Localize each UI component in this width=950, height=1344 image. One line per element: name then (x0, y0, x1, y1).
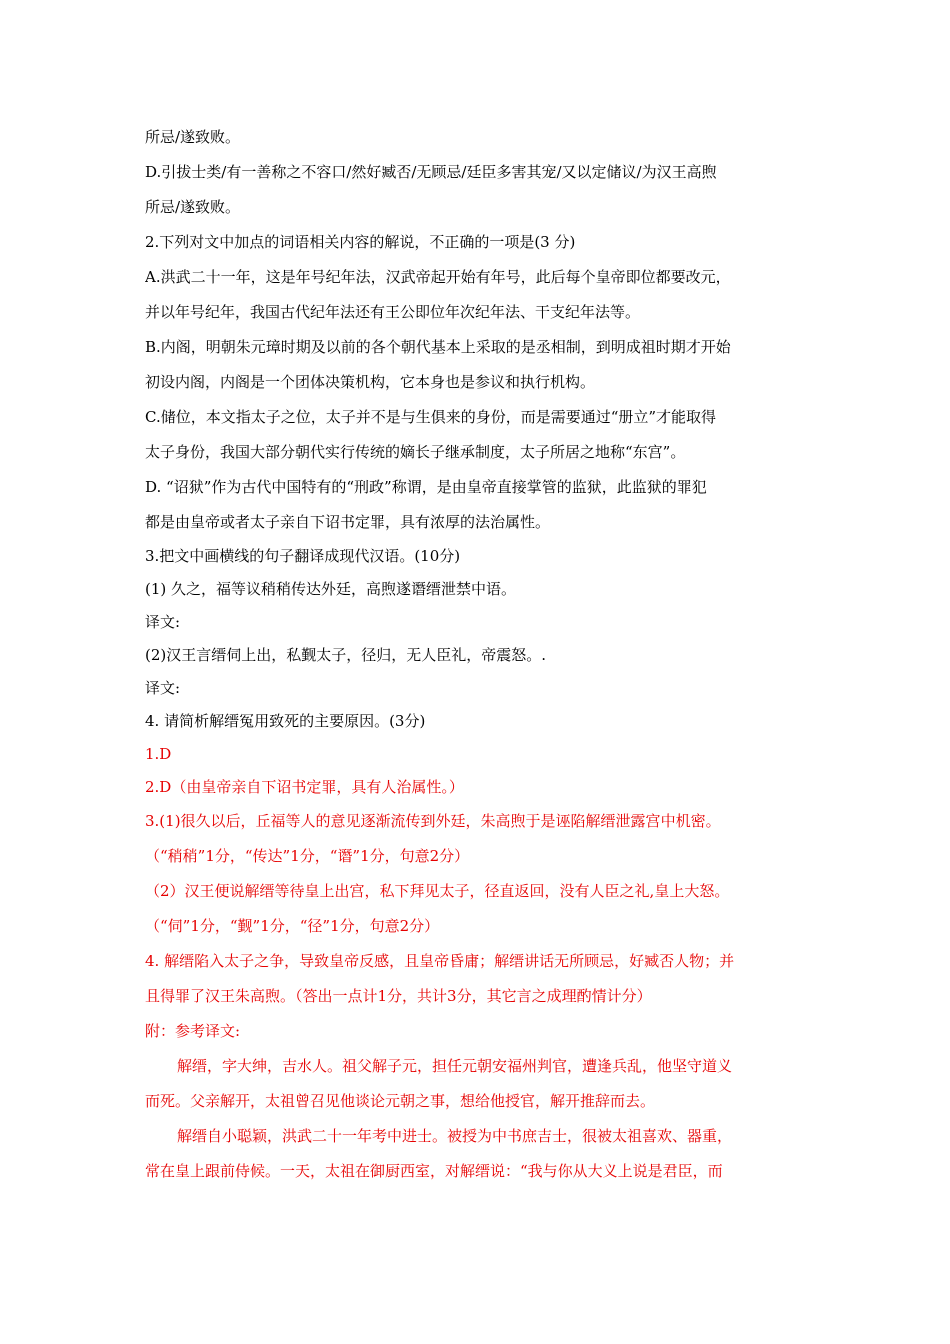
answer-line: 且得罪了汉王朱高煦。（答出一点计1分，共计3分，其它言之成理酌情计分） (145, 987, 652, 1005)
answer-line: 4. 解缙陷入太子之争，导致皇帝反感，且皇帝昏庸；解缙讲话无所顾忌，好臧否人物；并 (145, 952, 735, 970)
translation-paragraph-line: 解缙自小聪颖，洪武二十一年考中进士。被授为中书庶吉士，很被太祖喜欢、器重， (177, 1127, 733, 1145)
text-line: C.储位，本文指太子之位，太子并不是与生俱来的身份，而是需要通过“册立”才能取得 (145, 408, 717, 426)
answer-line: （2）汉王便说解缙等待皇上出宫，私下拜见太子，径直返回，没有人臣之礼,皇上大怒。 (145, 882, 730, 900)
answer-line: （“伺”1分，“觐”1分，“径”1分，句意2分） (145, 917, 440, 935)
text-line: (1) 久之，福等议稍稍传达外廷，高煦遂谮缙泄禁中语。 (145, 580, 517, 598)
text-line: D.引拔士类/有一善称之不容口/然好臧否/无顾忌/廷臣多害其宠/又以定储议/为汉王高煦 (145, 163, 717, 181)
text-line: 都是由皇帝或者太子亲自下诏书定罪，具有浓厚的法治属性。 (145, 513, 551, 531)
answer-line: 2.D（由皇帝亲自下诏书定罪，具有人治属性。） (145, 778, 464, 796)
text-line: 并以年号纪年，我国古代纪年法还有王公即位年次纪年法、干支纪年法等。 (145, 303, 641, 321)
text-line: 太子身份，我国大部分朝代实行传统的嫡长子继承制度，太子所居之地称“东宫”。 (145, 443, 686, 461)
translation-paragraph-line: 而死。父亲解开，太祖曾召见他谈论元朝之事，想给他授官，解开推辞而去。 (145, 1092, 656, 1110)
translation-label: 译文: (145, 679, 181, 697)
question-heading: 3.把文中画横线的句子翻译成现代汉语。(10分) (145, 547, 461, 565)
answer-line: （“稍稍”1分，“传达”1分，“谮”1分，句意2分） (145, 847, 470, 865)
appendix-heading: 附：参考译文: (145, 1022, 241, 1040)
question-heading: 2.下列对文中加点的词语相关内容的解说，不正确的一项是(3 分) (145, 233, 576, 251)
translation-paragraph-line: 常在皇上跟前侍候。一天，太祖在御厨西室，对解缙说：“我与你从大义上说是君臣，而 (145, 1162, 723, 1180)
translation-paragraph-line: 解缙，字大绅，吉水人。祖父解子元，担任元朝安福州判官，遭逢兵乱，他坚守道义 (177, 1057, 733, 1075)
text-line: A.洪武二十一年，这是年号纪年法，汉武帝起开始有年号，此后每个皇帝即位都要改元， (145, 268, 731, 286)
answer-line: 3.(1)很久以后，丘福等人的意见逐渐流传到外廷，朱高煦于是诬陷解缙泄露宫中机密。 (145, 812, 721, 830)
text-line: 初设内阁，内阁是一个团体决策机构，它本身也是参议和执行机构。 (145, 373, 596, 391)
document-page (145, 120, 810, 1189)
answer-line: 1.D (145, 745, 172, 763)
translation-label: 译文: (145, 613, 181, 631)
text-line: B.内阁，明朝朱元璋时期及以前的各个朝代基本上采取的是丞相制，到明成祖时期才开始 (145, 338, 731, 356)
text-line: D. “诏狱”作为古代中国特有的“刑政”称谓，是由皇帝直接掌管的监狱，此监狱的罪犯 (145, 478, 707, 496)
text-line: 所忌/遂致败。 (145, 128, 241, 146)
question-heading: 4. 请简析解缙冤用致死的主要原因。(3分) (145, 712, 426, 730)
text-line: 所忌/遂致败。 (145, 198, 241, 216)
text-line: (2)汉王言缙伺上出，私觐太子，径归，无人臣礼，帝震怒。. (145, 646, 547, 664)
